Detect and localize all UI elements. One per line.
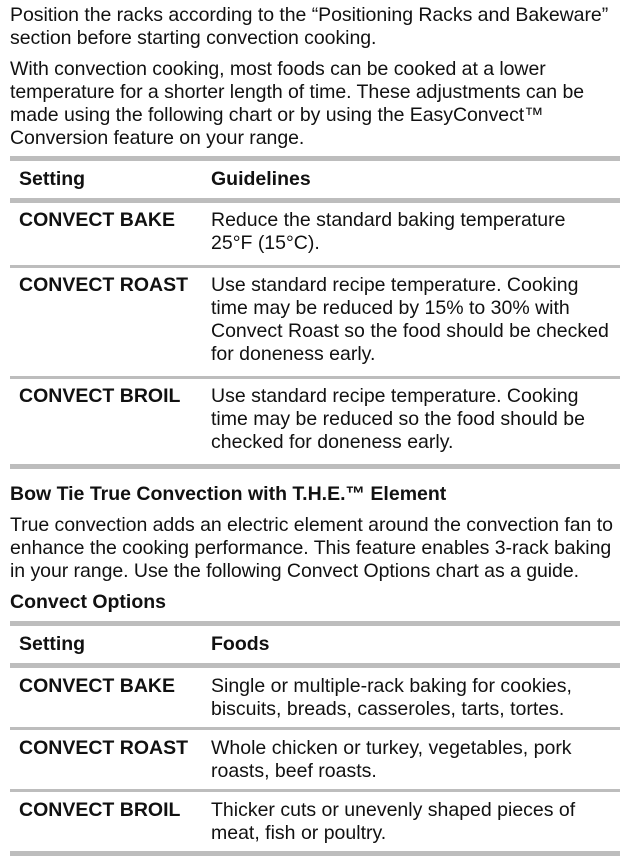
intro-paragraph-racks: Position the racks according to the “Positioning Racks and Bakeware” section before starting convection cooking.	[10, 4, 609, 49]
foods-cell: Whole chicken or turkey, vegetables, pork roasts, beef roasts.	[211, 737, 572, 782]
table-row	[10, 729, 620, 791]
table-row	[10, 666, 620, 729]
bowtie-paragraph: True convection adds an electric element around the convection fan to enhance the cooking performance. This feature enables 3-rack baking in your range. Use the following Convect Options chart as a guide.	[10, 514, 613, 582]
foods-cell: Single or multiple-rack baking for cookies, biscuits, breads, casseroles, tarts, tortes.	[211, 675, 572, 720]
bowtie-section-title: Bow Tie True Convection with T.H.E.™ Element	[10, 483, 447, 505]
foods-cell: Thicker cuts or unevenly shaped pieces of meat, fish or poultry.	[211, 799, 576, 844]
setting-cell: CONVECT BROIL	[19, 385, 181, 407]
setting-cell: CONVECT BAKE	[19, 209, 176, 231]
options-header-row	[10, 624, 620, 666]
intro-paragraph-convection: With convection cooking, most foods can be cooked at a lower temperature for a shorter length of time. These adjustments can be made using the following chart or by using the EasyConvect™ Conversion feature on your range.	[10, 58, 585, 149]
options-header-foods: Foods	[211, 633, 270, 655]
guidelines-table	[10, 156, 620, 469]
table-row	[10, 201, 620, 267]
table-row	[10, 791, 620, 854]
convect-options-table	[10, 621, 620, 856]
guidelines-header-row	[10, 159, 620, 201]
setting-cell: CONVECT ROAST	[19, 737, 189, 759]
guideline-cell: Use standard recipe temperature. Cooking time may be reduced by 15% to 30% with Convect Roast so the food should be checked for doneness early.	[211, 274, 609, 365]
options-header-setting: Setting	[19, 633, 86, 655]
convect-options-title: Convect Options	[10, 591, 167, 613]
guideline-cell: Reduce the standard baking temperature 25°F (15°C).	[211, 209, 566, 254]
table-row	[10, 378, 620, 467]
setting-cell: CONVECT BROIL	[19, 799, 181, 821]
guideline-cell: Use standard recipe temperature. Cooking time may be reduced so the food should be checked for doneness early.	[211, 385, 585, 453]
table-row	[10, 267, 620, 378]
guidelines-header-setting: Setting	[19, 168, 86, 190]
setting-cell: CONVECT BAKE	[19, 675, 176, 697]
setting-cell: CONVECT ROAST	[19, 274, 189, 296]
guidelines-header-guidelines: Guidelines	[211, 168, 311, 190]
